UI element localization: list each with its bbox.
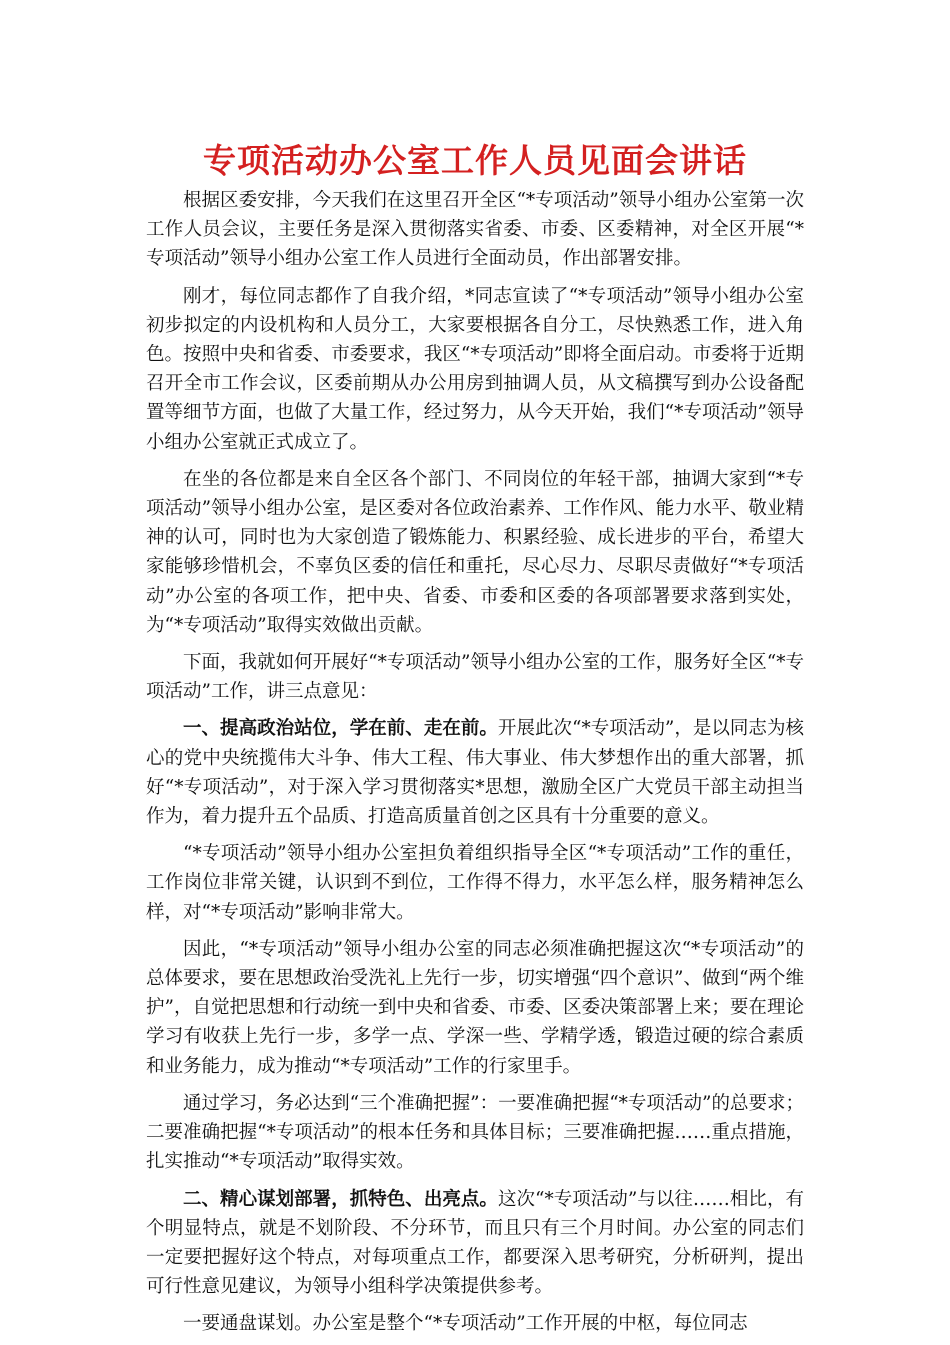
section-heading-one: 一、提高政治站位，学在前、走在前。 (183, 718, 498, 740)
paragraph-text: 开展此次“*专项活动”，是以同志为核心的党中央统揽伟大斗争、伟大工程、伟大事业、伟大梦想作出的重大部署，抓好“*专项活动”，对于深入学习贯彻落实*思想，激励全区广大党员干部主动担当作为，着力提升五个品质、打造高质量首创之区具有十分重要的意义。 (146, 718, 804, 828)
paragraph-5-section-one (146, 714, 804, 831)
paragraph-3 (146, 465, 804, 640)
section-heading-two: 二、精心谋划部署，抓特色、出亮点。 (183, 1188, 498, 1210)
document-body (146, 186, 804, 1345)
paragraph-9-section-two (146, 1185, 804, 1302)
paragraph-text: 因此，“*专项活动”领导小组办公室的同志必须准确把握这次“*专项活动”的总体要求，要在思想政治受洗礼上先行一步，切实增强“四个意识”、做到“两个维护”，自觉把思想和行动统一到中央和省委、市委、区委决策部署上来；要在理论学习有收获上先行一步，多学一点、学深一些、学精学透，锻造过硬的综合素质和业务能力，成为推动“*专项活动”工作的行家里手。 (146, 938, 804, 1077)
document-title: 专项活动办公室工作人员见面会讲话 (203, 141, 747, 180)
paragraph-2 (146, 282, 804, 457)
paragraph-10 (146, 1309, 804, 1338)
paragraph-4 (146, 648, 804, 706)
paragraph-text: “*专项活动”领导小组办公室担负着组织指导全区“*专项活动”工作的重任，工作岗位非常关键，认识到不到位，工作得不得力，水平怎么样，服务精神怎么样，对“*专项活动”影响非常大。 (146, 843, 804, 923)
paragraph-text: 刚才，每位同志都作了自我介绍，*同志宣读了“*专项活动”领导小组办公室初步拟定的内设机构和人员分工，大家要根据各自分工，尽快熟悉工作，进入角色。按照中央和省委、市委要求，我区“*专项活动”即将全面启动。市委将于近期召开全市工作会议，区委前期从办公用房到抽调人员，从文稿撰写到办公设备配置等细节方面，也做了大量工作，经过努力，从今天开始，我们“*专项活动”领导小组办公室就正式成立了。 (146, 285, 804, 453)
paragraph-text: 在坐的各位都是来自全区各个部门、不同岗位的年轻干部，抽调大家到“*专项活动”领导小组办公室，是区委对各位政治素养、工作作风、能力水平、敬业精神的认可，同时也为大家创造了锻炼能力、积累经验、成长进步的平台，希望大家能够珍惜机会，不辜负区委的信任和重托，尽心尽力、尽职尽责做好“*专项活动”办公室的各项工作，把中央、省委、市委和区委的各项部署要求落到实处，为“*专项活动”取得实效做出贡献。 (146, 468, 804, 636)
paragraph-7 (146, 935, 804, 1081)
paragraph-text: 根据区委安排，今天我们在这里召开全区“*专项活动”领导小组办公室第一次工作人员会议，主要任务是深入贯彻落实省委、市委、区委精神，对全区开展“*专项活动”领导小组办公室工作人员进行全面动员，作出部署安排。 (146, 190, 804, 270)
paragraph-1 (146, 186, 804, 274)
paragraph-text: 这次“*专项活动”与以往……相比，有个明显特点，就是不划阶段、不分环节，而且只有三个月时间。办公室的同志们一定要把握好这个特点，对每项重点工作，都要深入思考研究，分析研判，提出可行性意见建议，为领导小组科学决策提供参考。 (146, 1188, 804, 1298)
paragraph-8 (146, 1089, 804, 1177)
paragraph-text: 通过学习，务必达到“三个准确把握”：一要准确把握“*专项活动”的总要求；二要准确把握“*专项活动”的根本任务和具体目标；三要准确把握……重点措施，扎实推动“*专项活动”取得实效。 (146, 1092, 804, 1173)
paragraph-text: 下面，我就如何开展好“*专项活动”领导小组办公室的工作，服务好全区“*专项活动”工作，讲三点意见： (146, 652, 804, 703)
paragraph-text: 一要通盘谋划。办公室是整个“*专项活动”工作开展的中枢，每位同志 (183, 1313, 748, 1335)
paragraph-6 (146, 839, 804, 927)
